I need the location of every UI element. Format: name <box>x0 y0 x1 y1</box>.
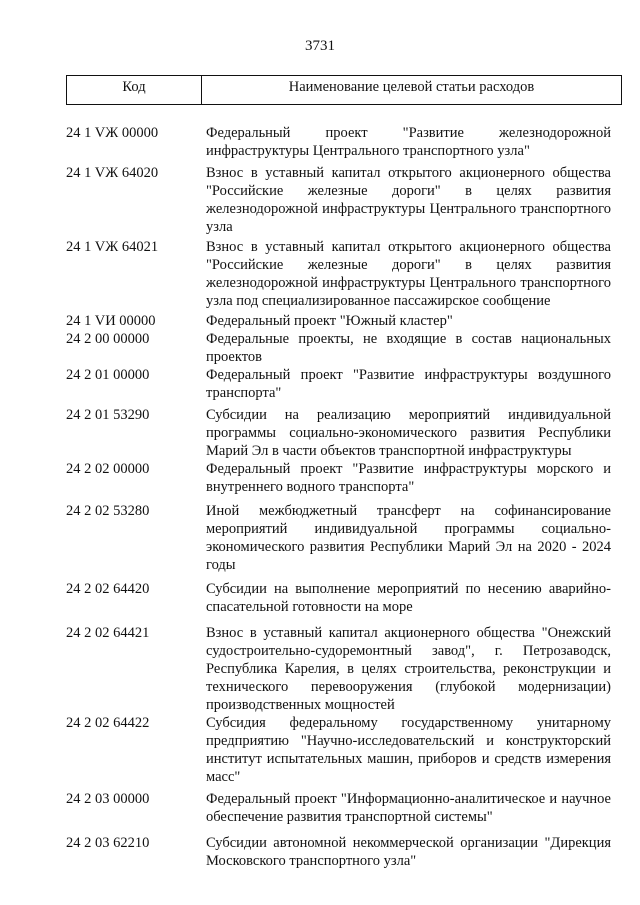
table-row <box>66 164 622 236</box>
expense-items-list <box>66 124 622 872</box>
table-row <box>66 502 622 574</box>
row-name: Субсидии автономной некоммерческой организации "Дирекция Московского транспортного узла" <box>206 835 611 869</box>
table-row <box>66 406 622 460</box>
table-row <box>66 790 622 826</box>
row-code: 24 1 VЖ 64021 <box>66 239 159 255</box>
row-code: 24 2 02 64422 <box>66 715 150 731</box>
row-name: Взнос в уставный капитал открытого акционерного общества "Российские железные дороги" в целях развития железнодорожной инфраструктуры Центрального транспортного узла <box>206 165 611 235</box>
table-row <box>66 124 622 160</box>
column-header-name: Наименование целевой статьи расходов <box>288 79 535 95</box>
row-code: 24 2 02 53280 <box>66 503 150 519</box>
table-row <box>66 580 622 616</box>
row-name: Субсидии на реализацию мероприятий индивидуальной программы социально-экономического развития Республики Марий Эл в части объектов транспортной инфраструктуры <box>206 407 611 459</box>
row-name: Федеральный проект "Развитие железнодорожной инфраструктуры Центрального транспортного узла" <box>206 125 611 159</box>
table-row <box>66 834 622 870</box>
row-code: 24 2 03 00000 <box>66 791 150 807</box>
row-name: Субсидии на выполнение мероприятий по несению аварийно-спасательной готовности на море <box>206 581 611 615</box>
row-code: 24 2 02 64420 <box>66 581 150 597</box>
page-number: 3731 <box>305 38 335 54</box>
row-code: 24 2 01 00000 <box>66 367 150 383</box>
table-row <box>66 312 622 330</box>
row-name: Федеральный проект "Развитие инфраструктуры воздушного транспорта" <box>206 367 611 401</box>
table-row <box>66 366 622 402</box>
row-name: Взнос в уставный капитал открытого акционерного общества "Российские железные дороги" в целях развития железнодорожной инфраструктуры Центрального транспортного узла под специализированное пассажирское сообщение <box>206 239 611 309</box>
table-row <box>66 624 622 714</box>
row-name: Иной межбюджетный трансферт на софинансирование мероприятий индивидуальной программы социально-экономического развития Республики Марий Эл на 2020 - 2024 годы <box>206 503 611 573</box>
row-code: 24 2 00 00000 <box>66 331 150 347</box>
row-code: 24 2 02 00000 <box>66 461 150 477</box>
table-row <box>66 330 622 366</box>
row-code: 24 2 03 62210 <box>66 835 150 851</box>
row-name: Федеральный проект "Южный кластер" <box>206 313 453 329</box>
table-row <box>66 238 622 310</box>
row-code: 24 2 02 64421 <box>66 625 150 641</box>
table-row <box>66 460 622 496</box>
table-row <box>66 714 622 786</box>
row-name: Федеральный проект "Информационно-аналитическое и научное обеспечение развития транспортной системы" <box>206 791 611 825</box>
row-name: Федеральные проекты, не входящие в состав национальных проектов <box>206 331 611 365</box>
table-header <box>66 75 622 105</box>
row-code: 24 2 01 53290 <box>66 407 150 423</box>
row-name: Федеральный проект "Развитие инфраструктуры морского и внутреннего водного транспорта" <box>206 461 611 495</box>
row-name: Взнос в уставный капитал акционерного общества "Онежский судостроительно-судоремонтный завод", г. Петрозаводск, Республика Карелия, в целях строительства, реконструкции и технического перевооружения (глубокой модернизации) производственных мощностей <box>206 625 611 713</box>
row-name: Субсидия федеральному государственному унитарному предприятию "Научно-исследовательский и конструкторский институт испытательных машин, приборов и средств измерения масс" <box>206 715 611 785</box>
row-code: 24 1 VЖ 00000 <box>66 125 159 141</box>
column-header-code: Код <box>67 76 202 104</box>
row-code: 24 1 VИ 00000 <box>66 313 156 329</box>
row-code: 24 1 VЖ 64020 <box>66 165 159 181</box>
